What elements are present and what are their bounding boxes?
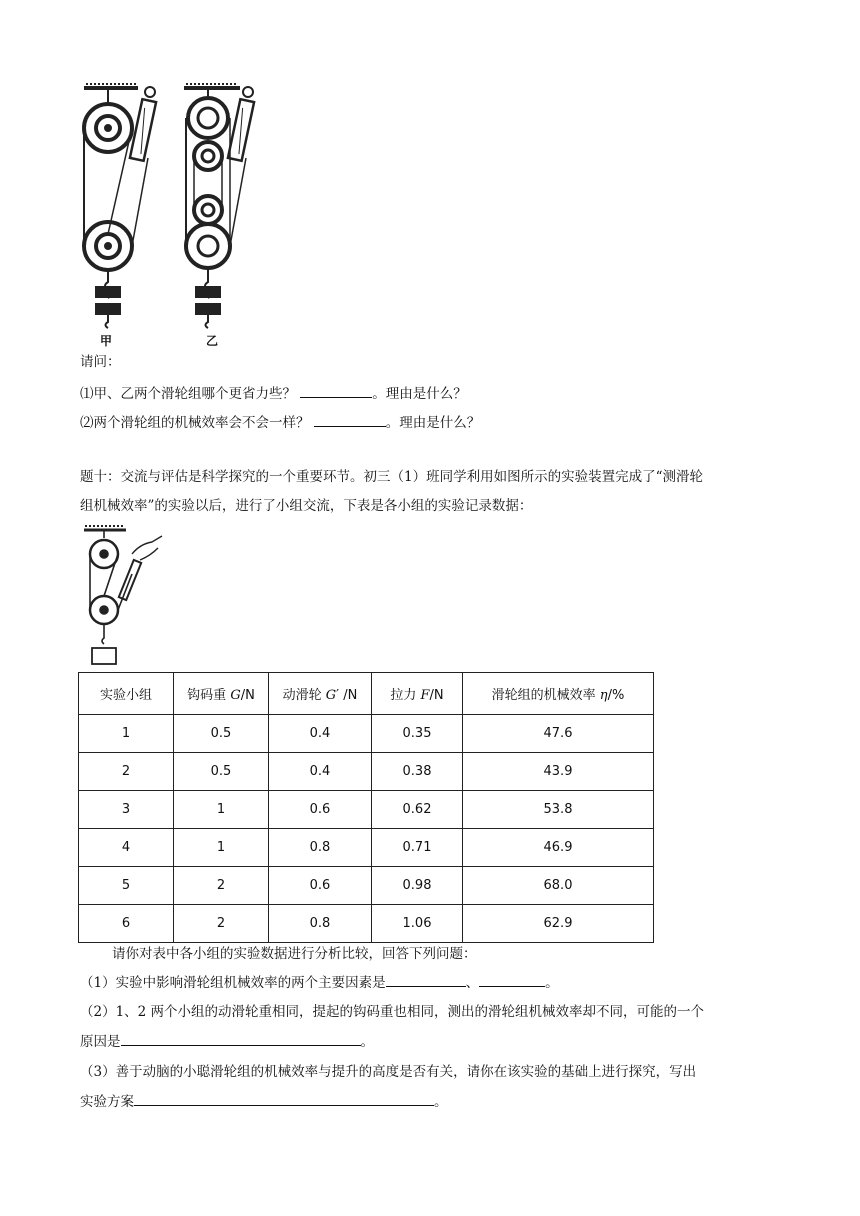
table-cell: 1 [174, 829, 269, 867]
analysis-question-1-end: 。 [545, 975, 559, 991]
table-cell: 1 [79, 715, 174, 753]
table-cell: 0.5 [174, 715, 269, 753]
header-hook-weight: 钩码重 G/N [174, 673, 269, 715]
table-row [79, 829, 654, 867]
answer-blank-factor-1[interactable] [386, 972, 466, 987]
table-cell: 0.8 [269, 829, 372, 867]
table-cell: 1 [174, 791, 269, 829]
question-1 [80, 383, 467, 404]
answer-blank-factor-2[interactable] [479, 972, 545, 987]
table-cell: 0.35 [372, 715, 463, 753]
table-cell: 2 [79, 753, 174, 791]
table-cell: 4 [79, 829, 174, 867]
analysis-question-2-line-1: （2）1、2 两个小组的动滑轮重相同，提起的钩码重也相同，测出的滑轮组机械效率却不同，可能的一个 [80, 1004, 705, 1020]
table-cell: 43.9 [463, 753, 654, 791]
pulley-figure-top [80, 82, 280, 350]
table-cell: 0.71 [372, 829, 463, 867]
q10-line-2: 组机械效率”的实验以后，进行了小组交流，下表是各小组的实验记录数据： [80, 498, 533, 514]
table-cell: 0.5 [174, 753, 269, 791]
analysis-question-3-line-1: （3）善于动脑的小聪滑轮组的机械效率与提升的高度是否有关，请你在该实验的基础上进行探究，写出 [80, 1064, 697, 1080]
q10-line-1: 题十：交流与评估是科学探究的一个重要环节。初三（1）班同学利用如图所示的实验装置完成了“测滑轮 [80, 469, 703, 485]
question-2-tail: 。理由是什么？ [385, 415, 481, 431]
table-header-row [79, 673, 654, 715]
analysis-question-2-line-2 [80, 1031, 374, 1052]
experiment-data-table [78, 672, 654, 943]
answer-blank-plan[interactable] [134, 1091, 434, 1106]
analysis-intro: 请你对表中各小组的实验数据进行分析比较，回答下列问题： [112, 946, 477, 962]
table-cell: 47.6 [463, 715, 654, 753]
analysis-question-1-text: （1）实验中影响滑轮组机械效率的两个主要因素是 [80, 975, 386, 991]
question-2 [80, 412, 480, 433]
table-cell: 0.6 [269, 867, 372, 905]
header-pull-force: 拉力 F/N [372, 673, 463, 715]
table-cell: 1.06 [372, 905, 463, 943]
analysis-question-1 [80, 972, 559, 993]
table-cell: 46.9 [463, 829, 654, 867]
question-2-text: 两个滑轮组的机械效率会不会一样？ [93, 415, 310, 431]
table-cell: 6 [79, 905, 174, 943]
analysis-question-2-label: 原因是 [80, 1034, 121, 1050]
pulley-apparatus-figure [82, 524, 166, 668]
table-cell: 62.9 [463, 905, 654, 943]
table-cell: 0.8 [269, 905, 372, 943]
table-row [79, 715, 654, 753]
table-cell: 0.38 [372, 753, 463, 791]
question-1-number: ⑴ [80, 386, 94, 402]
analysis-question-3-end: 。 [434, 1094, 448, 1110]
header-group: 实验小组 [79, 673, 174, 715]
answer-blank-2[interactable] [314, 412, 386, 427]
table-cell: 3 [79, 791, 174, 829]
table-cell: 68.0 [463, 867, 654, 905]
answer-blank-1[interactable] [300, 383, 372, 398]
question-1-text: 甲、乙两个滑轮组哪个更省力些？ [93, 386, 296, 402]
table-cell: 0.98 [372, 867, 463, 905]
table-cell: 53.8 [463, 791, 654, 829]
table-cell: 0.4 [269, 715, 372, 753]
table-row [79, 867, 654, 905]
table-row [79, 905, 654, 943]
question-2-number: ⑵ [80, 415, 94, 431]
answer-blank-reason[interactable] [121, 1031, 361, 1046]
header-pulley-weight: 动滑轮 G′ /N [269, 673, 372, 715]
figure-label-yi: 乙 [206, 334, 219, 348]
table-cell: 0.62 [372, 791, 463, 829]
table-cell: 5 [79, 867, 174, 905]
analysis-question-2-end: 。 [360, 1034, 374, 1050]
analysis-question-3-label: 实验方案 [80, 1094, 134, 1110]
analysis-question-3-line-2 [80, 1091, 448, 1112]
table-cell: 2 [174, 867, 269, 905]
figure-label-jia: 甲 [100, 334, 113, 348]
table-cell: 2 [174, 905, 269, 943]
table-row [79, 791, 654, 829]
analysis-question-1-sep: 、 [465, 975, 480, 991]
header-efficiency: 滑轮组的机械效率 η/% [463, 673, 654, 715]
table-row [79, 753, 654, 791]
table-cell: 0.6 [269, 791, 372, 829]
question-intro: 请问： [80, 354, 121, 370]
question-1-tail: 。理由是什么？ [372, 386, 467, 402]
table-cell: 0.4 [269, 753, 372, 791]
